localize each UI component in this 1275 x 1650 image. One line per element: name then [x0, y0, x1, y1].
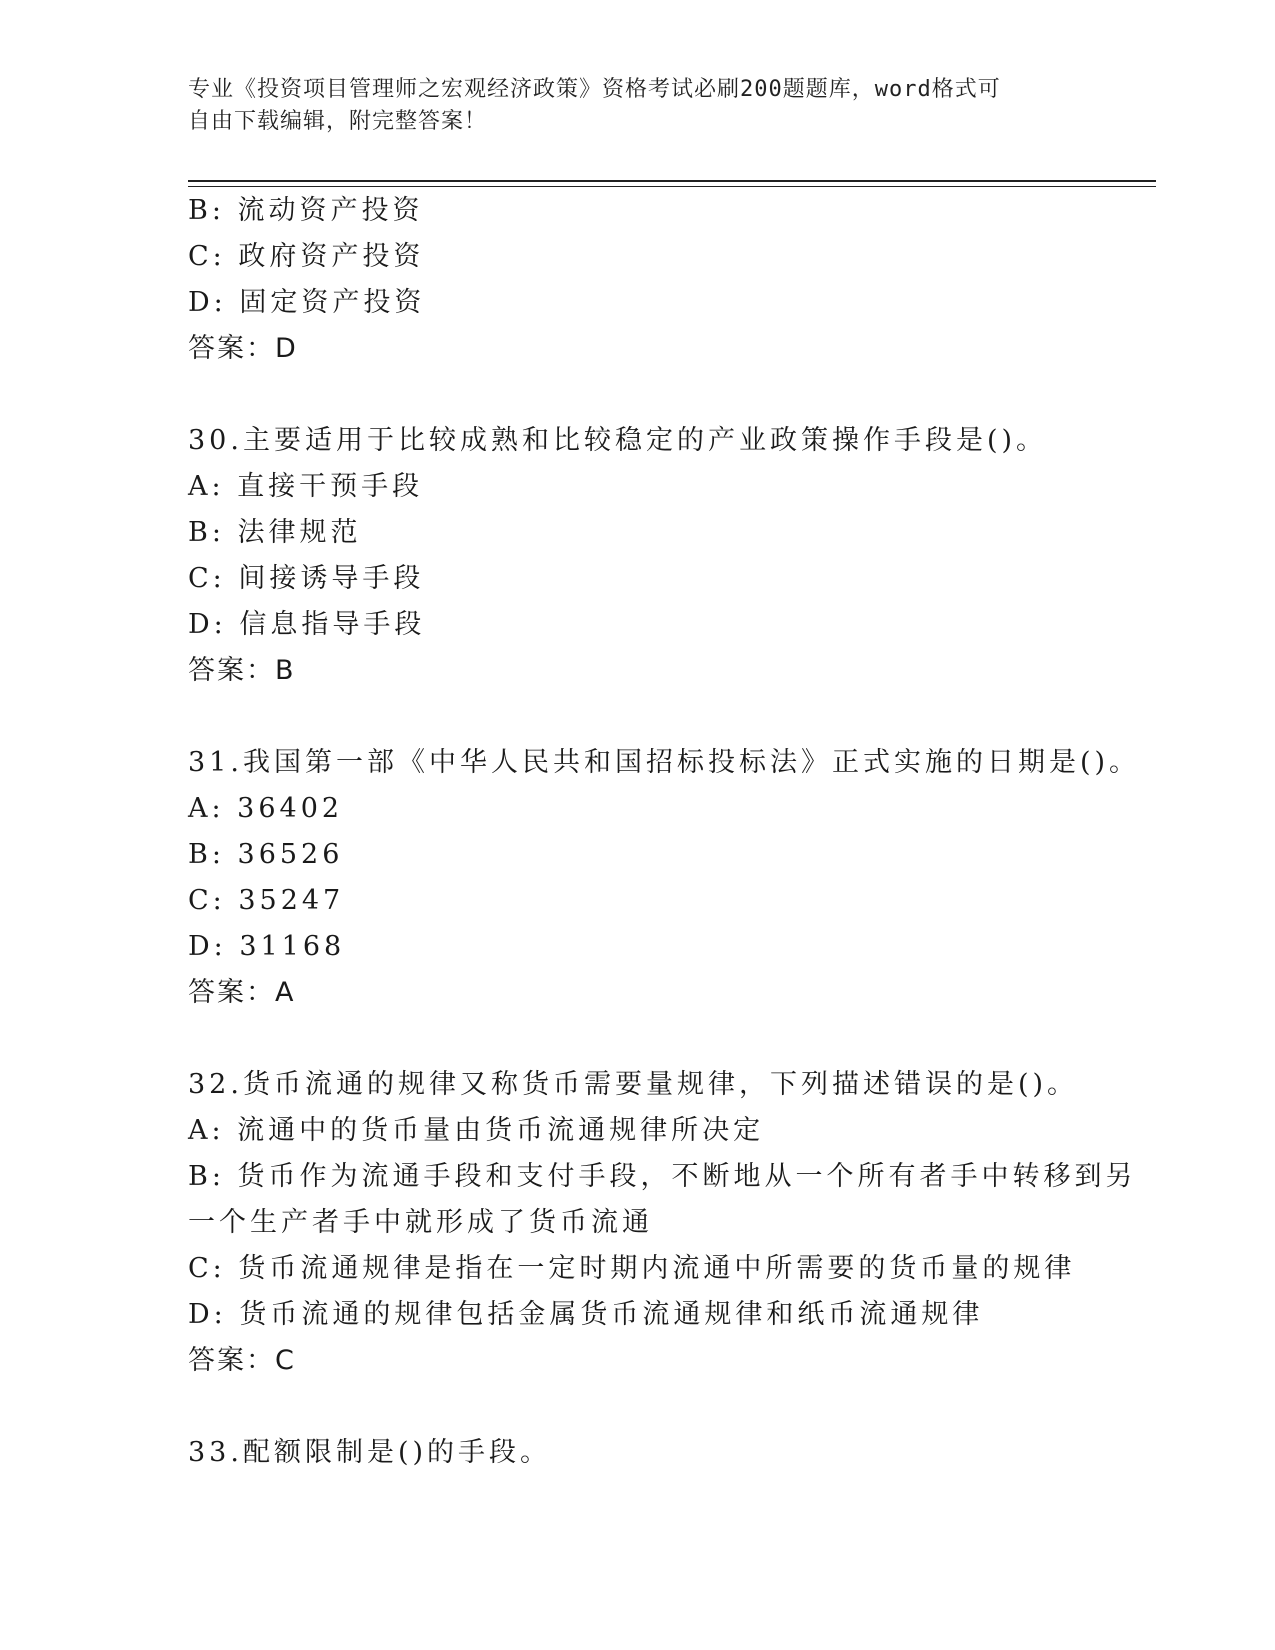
answer-line: 答案：C [188, 1345, 296, 1376]
option-d: D: 信息指导手段 [188, 609, 426, 640]
option-c: C: 35247 [188, 885, 345, 916]
question-32 [188, 1062, 1137, 1384]
option-b-line-1: B: 货币作为流通手段和支付手段，不断地从一个所有者手中转移到另 [188, 1161, 1137, 1192]
question-stem: 33.配额限制是()的手段。 [188, 1437, 552, 1468]
question-30 [188, 418, 1088, 694]
header-line-2: 自由下载编辑，附完整答案！ [188, 109, 488, 134]
option-a: A: 直接干预手段 [188, 471, 424, 502]
option-d: D: 31168 [188, 931, 346, 962]
header-rule-thin [188, 186, 1156, 187]
option-a: A: 36402 [188, 793, 344, 824]
option-d: D: 货币流通的规律包括金属货币流通规律和纸币流通规律 [188, 1299, 984, 1330]
question-list [188, 188, 1141, 1476]
question-stem: 31.我国第一部《中华人民共和国招标投标法》正式实施的日期是()。 [188, 747, 1141, 778]
option-b: B: 36526 [188, 839, 344, 870]
option-c: C: 间接诱导手段 [188, 563, 425, 594]
option-a: A: 流通中的货币量由货币流通规律所决定 [188, 1115, 765, 1146]
question-stem: 30.主要适用于比较成熟和比较稳定的产业政策操作手段是()。 [188, 425, 1048, 456]
answer-line: 答案：B [188, 655, 296, 686]
question-31 [188, 740, 1141, 1016]
option-b: B: 法律规范 [188, 517, 362, 548]
option-c: C: 货币流通规律是指在一定时期内流通中所需要的货币量的规律 [188, 1253, 1076, 1284]
header-line-1: 专业《投资项目管理师之宏观经济政策》资格考试必刷200题题库，word格式可 [188, 77, 1001, 102]
option-b: B: 流动资产投资 [188, 195, 424, 226]
question-29 [188, 188, 1088, 372]
document-header [188, 74, 1068, 138]
question-33 [188, 1430, 1088, 1476]
option-d: D: 固定资产投资 [188, 287, 426, 318]
header-rule-thick [188, 180, 1156, 182]
answer-line: 答案：A [188, 977, 296, 1008]
answer-line: 答案：D [188, 333, 298, 364]
question-stem: 32.货币流通的规律又称货币需要量规律，下列描述错误的是()。 [188, 1069, 1079, 1100]
option-b-line-2: 一个生产者手中就形成了货币流通 [188, 1207, 653, 1238]
option-c: C: 政府资产投资 [188, 241, 425, 272]
